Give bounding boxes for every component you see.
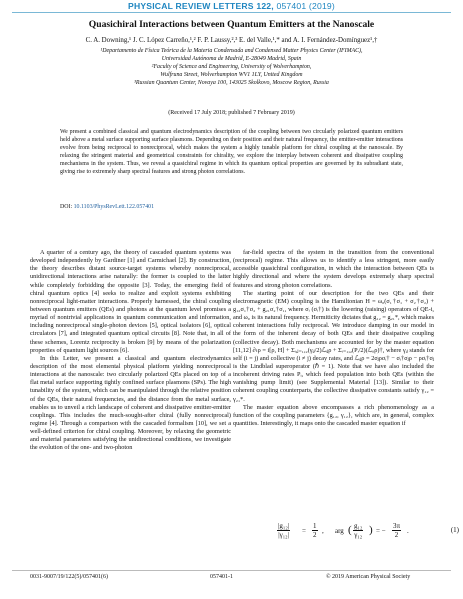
equation-fraction: $\frac{\text{|g₁₂|}}{\text{|γ₁₂|}}$ — [278, 522, 290, 539]
body-paragraph: In this Letter, we present a classical and quantum electrodynamics description of the most elemental physical platform yielding nonreciprocal interactions at the nanoscale: two circularly polarized QEs placed on top of a flat metal surface supporting tightly confined surface plasmons (SPs). The high tunability of the system, which can be manipulated through the relative position of the QEs, their natural frequencies, and the distance from the metal surface, enables us to unveil a rich landscape of coherent and dissipative emitter-emitter couplings. This includes the much-sought-after chiral (fully nonreciprocal) regime [4]. Through a comparison with the cascaded formalism [10], we set a well-defined criterion for chiral coupling. Moreover, by relaxing the geometric and material parameters satisfying the unidirectional conditions, we investigate the evolution of the one- and two-photon — [30, 354, 231, 452]
doi-line — [60, 204, 154, 210]
left-column — [30, 249, 231, 453]
body-paragraph: far-field spectra of the system in the transition from the conventional (reciprocal) regime. This allows us to identify a less stringent, more easily accessible quasichiral configuration, in which the interaction between QEs is highly directional and where the system develops extremely sharp spectral features and strong photon correlations. — [233, 249, 434, 289]
affiliation-line: ³Russian Quantum Center, Novaya 100, 143025 Skolkovo, Moscow Region, Russia — [134, 80, 329, 86]
abstract: We present a combined classical and quantum electrodynamics description of the coupling between two circularly polarized quantum emitters held above a metal surface supporting surface plasmons. Depending on their position and their natural frequency, the emitter-emitter interactions evolve from being reciprocal to nonreciprocal, which makes the system a highly tunable platform for chiral coupling at the nanoscale. By relaxing the stringent material and geometrical constraints for chirality, we explore the interplay between coherent and dissipative coupling mechanisms in the system. Thus, we reveal a quasichiral regime in which its quantum optical properties are governed by its subradiant state, giving rise to extremely sharp spectral features and strong photon correlations. — [60, 129, 403, 176]
author-list: C. A. Downing,¹ J. C. López Carreño,¹,² F. P. Laussy,²,³ E. del Valle,¹,* and A. I. Fernández-Domínguez¹,† — [85, 37, 378, 44]
doi-link[interactable]: 10.1103/PhysRevLett.122.057401 — [73, 204, 155, 210]
equation-fraction: $\frac{3\pi}{2}$ — [393, 522, 401, 539]
received-published-dates: (Received 17 July 2018; published 7 February 2019) — [168, 110, 295, 116]
affiliations — [30, 47, 433, 87]
affiliation-line: Universidad Autónoma de Madrid, E-28049 Madrid, Spain — [161, 56, 302, 62]
body-paragraph: The master equation above encompasses a rich phenomenology as a function of the coupling parameters {g₁₂, γ₁₂}, which are, in general, complex quantities. Interestingly, it maps onto the cascaded master equation if — [233, 403, 434, 427]
body-paragraph: A quarter of a century ago, the theory of cascaded quantum systems was developed independently by Gardiner [1] and Carmichael [2]. By construction, the theory describes distant source-target systems whereby nonreciprocal, unidirectional interactions arise naturally: the former is coupled to the latter while completely forbidding the opposite [3]. Today, the emerging field of chiral quantum optics [4] seeks to realize and exploit systems exhibiting nonreciprocal light-matter interactions. Properly harnessed, the chiral coupling between quantum emitters (QEs) and photons at the quantum level promises a myriad of nontrivial applications in quantum communication and information, including nonreciprocal single-photon devices [5], optical isolators [6], optical circulators [7], and integrated quantum optical circuits [8]. Note that, in all of these schemes, Lorentz reciprocity is broken [9] by means of the polarization properties of quantum light sources [6]. — [30, 249, 231, 354]
journal-header — [0, 1, 463, 11]
paper-title: Quasichiral Interactions between Quantum Emitters at the Nanoscale — [88, 19, 375, 30]
equation-1: $\frac{\text{|g₁₂|}}{\text{|γ₁₂|}}$ = $\frac{1}{2}$ , arg ( $\frac{\text{g₁₂}}{\text{γ₁₂}}$ ) = − $\frac{3\pi}{2}$ . (1) — [278, 522, 459, 539]
journal-article-number: 057401 (2019) — [276, 1, 335, 11]
equation-number: (1) — [450, 526, 459, 534]
body-paragraph: The starting point of our description for the two QEs and their electromagnetic (EM) coupling is the Hamiltonian H = ω₀(σ₁†σ₁ + σ₂†σ₂) + g₁₂σ₁†σ₂ + g₂₁σ₂†σ₁, where σᵢ (σᵢ†) is the lowering (raising) operators of QE-i, and ω₀ is its natural frequency. Hermiticity dictates that g₁₂ = g₂₁*, which makes coherent interactions fully reciprocal. We introduce damping in our model in the form of the inherent decay of both QEs and their dissipative coupling (collective decay). Both mechanisms are accounted for by the master equation [11,12] ∂ₜρ = i[ρ, H] + Σᵢ,ⱼ₌₁,₂(γᵢⱼ/2)ℒᵢⱼρ + Σᵢ₌₁,₂(Pᵢ/2)(ℒᵢᵢρ)†, where γᵢⱼ stands for self (i = j) and collective (i ≠ j) decay rates, and ℒᵢⱼρ = 2σⱼρσᵢ† − σᵢ†σⱼρ − ρσᵢ†σⱼ is the Lindblad superoperator (ℏ = 1). Note that we have also included the incoherent driving rates Pᵢ, which feed population into both QEs (within the vanishing pump limit) (see Supplemental Material [13]). Similar to their coherent coupling counterparts, the collective dissipative constants satisfy γ₁₂ = γ₂₁*. — [233, 289, 434, 403]
journal-volume: 122, — [256, 1, 274, 11]
footer-copyright: © 2019 American Physical Society — [326, 574, 411, 580]
footer-rule — [12, 570, 451, 571]
right-column — [233, 249, 434, 428]
equation-fraction: $\frac{1}{2}$ — [313, 522, 317, 539]
affiliation-line: ¹Departamento de Física Teórica de la Materia Condensada and Condensed Matter Physics Center (IFIMAC), — [100, 48, 363, 54]
footer-page: 057401-1 — [210, 574, 233, 580]
doi-label: DOI: — [60, 204, 73, 210]
equation-fraction: $\frac{\text{g₁₂}}{\text{γ₁₂}}$ — [354, 522, 363, 539]
affiliation-line: Wulfruna Street, Wolverhampton WV1 1LY, United Kingdom — [160, 72, 303, 78]
affiliation-line: ²Faculty of Science and Engineering, University of Wolverhampton, — [151, 64, 312, 70]
footer-left: 0031-9007/19/122(5)/057401(6) — [30, 574, 108, 580]
journal-name: PHYSICAL REVIEW LETTERS — [128, 1, 254, 11]
